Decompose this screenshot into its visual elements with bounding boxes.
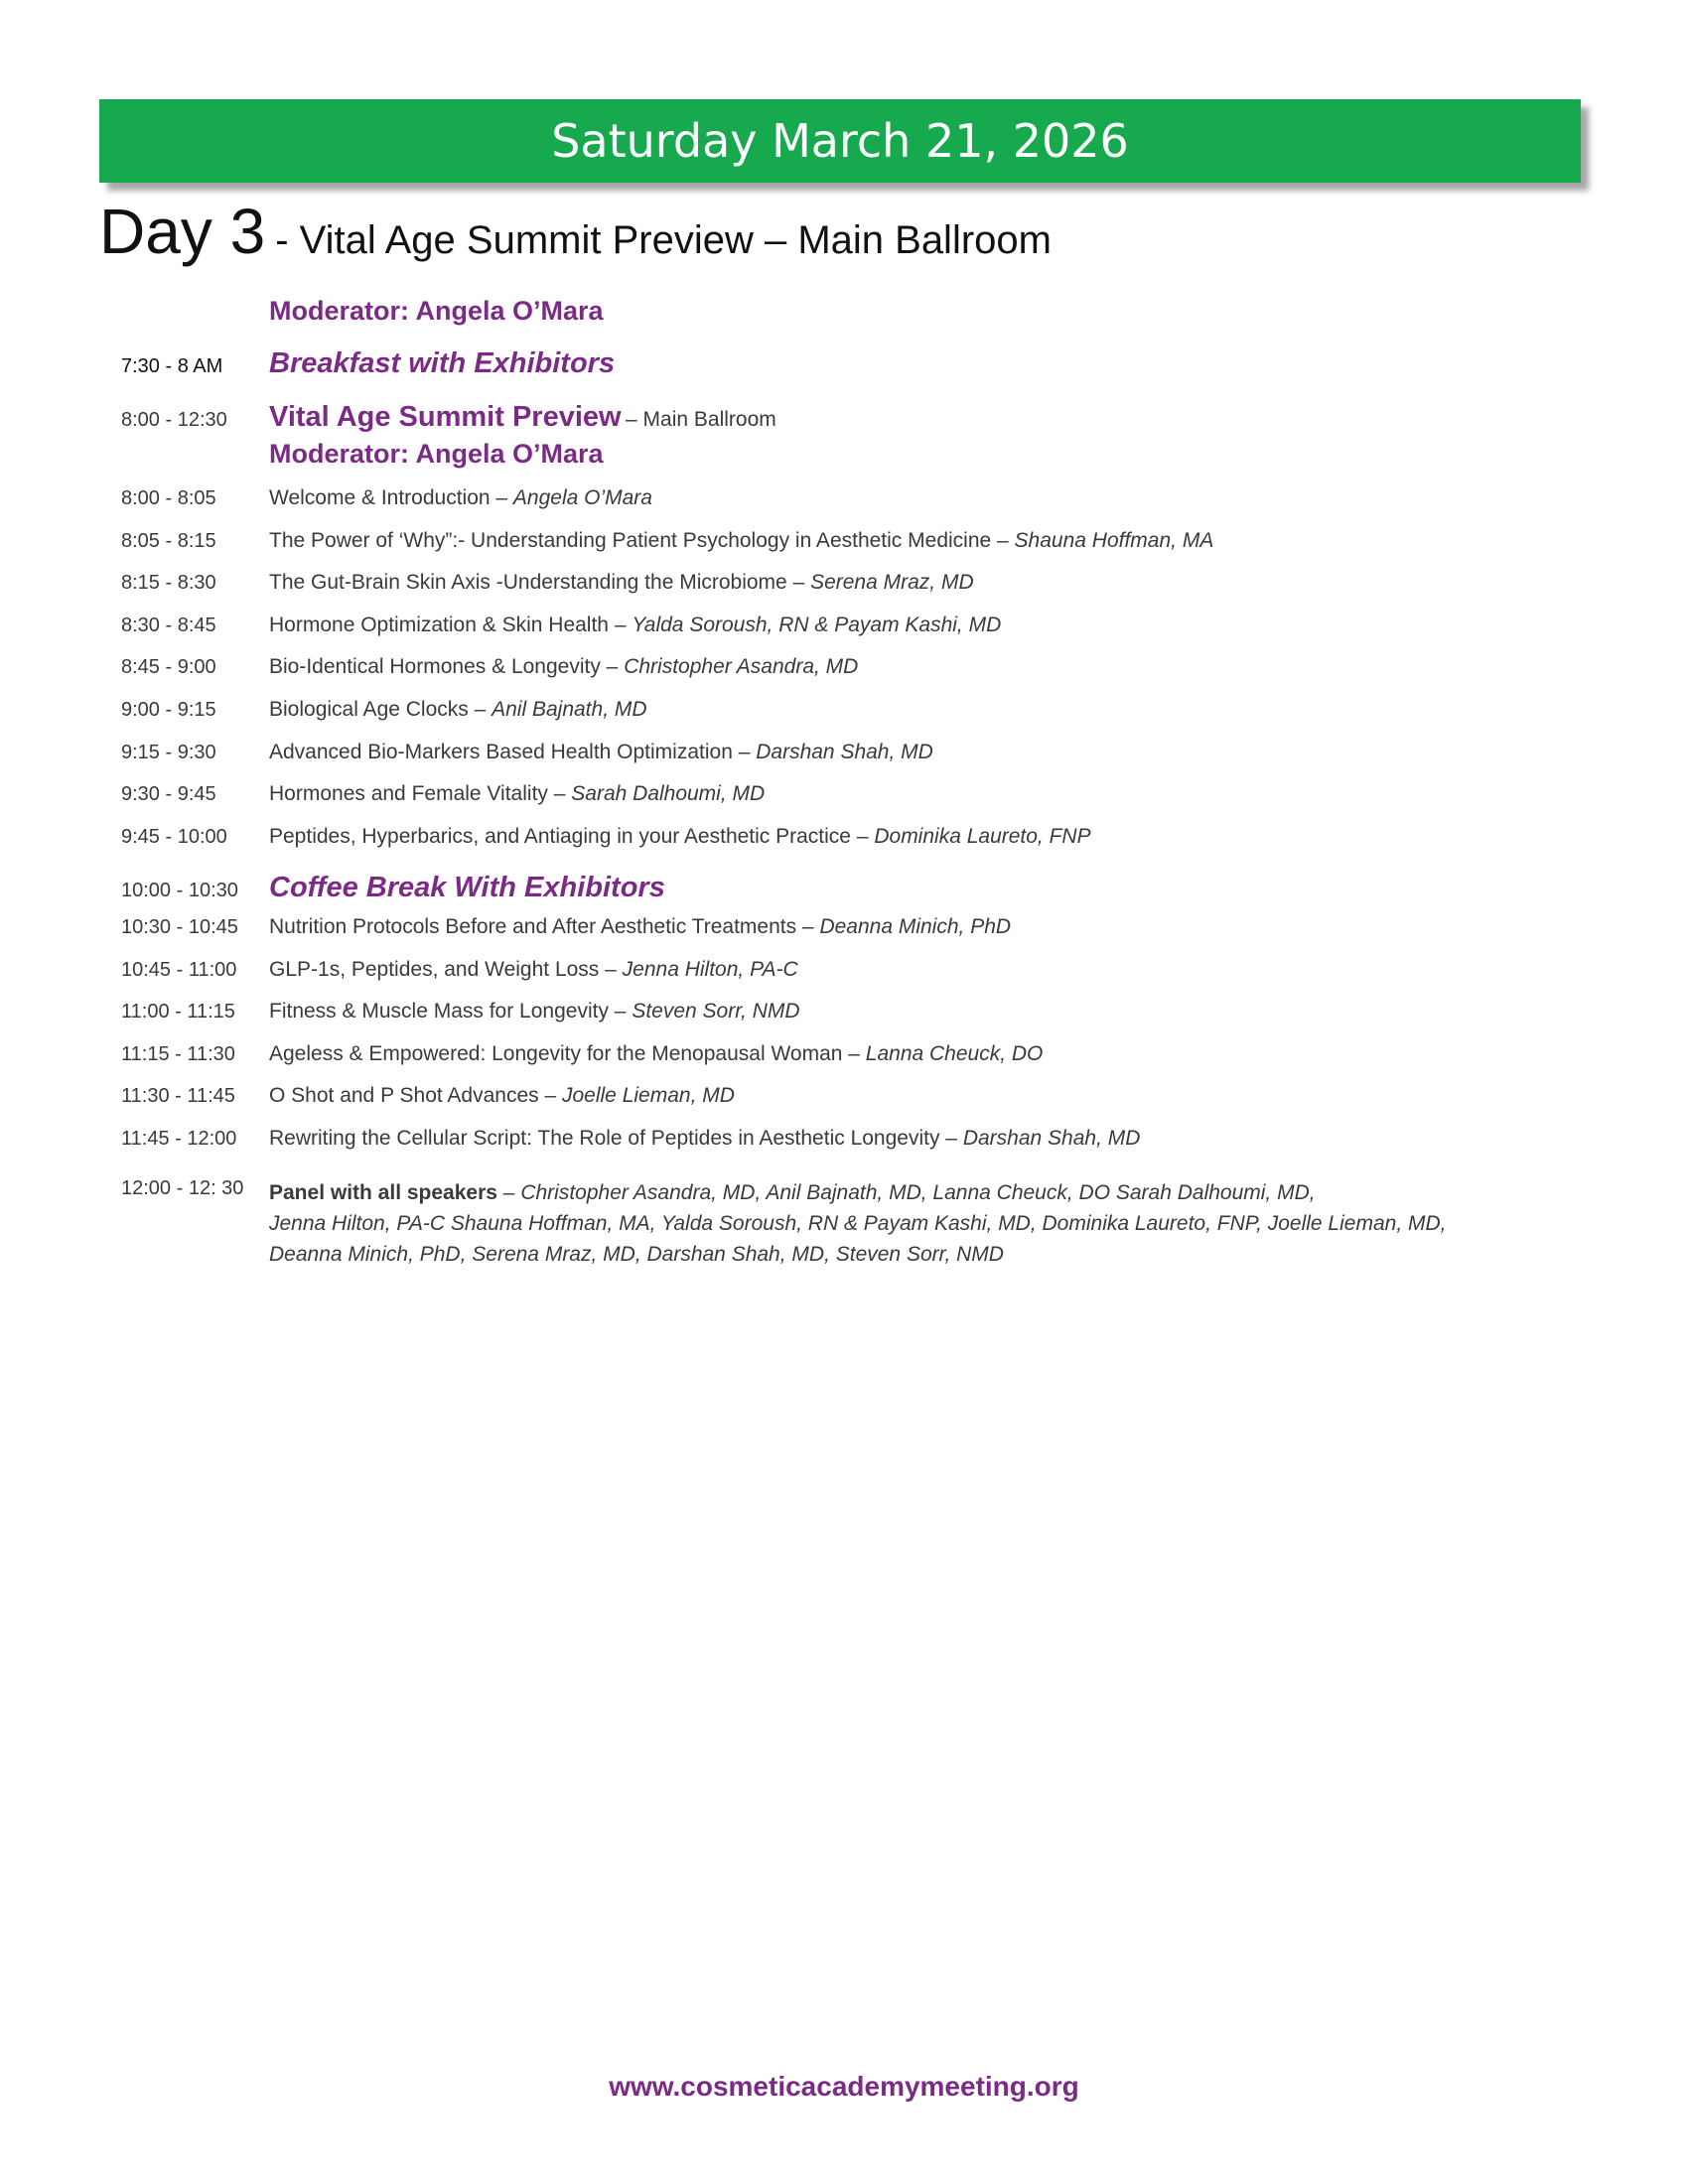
session-title: Biological Age Clocks – bbox=[269, 698, 492, 721]
session-speaker: Joelle Lieman, MD bbox=[561, 1084, 735, 1108]
session-speaker: Jenna Hilton, PA-C bbox=[622, 957, 798, 981]
panel-speakers-3: Deanna Minich, PhD, Serena Mraz, MD, Darshan Shah, MD, Steven Sorr, NMD bbox=[269, 1243, 1004, 1266]
time-label: 11:30 - 11:45 bbox=[121, 1085, 235, 1108]
session-title: The Power of ‘Why”:- Understanding Patient Psychology in Aesthetic Medicine – bbox=[269, 528, 1015, 552]
session-text bbox=[269, 1042, 1043, 1066]
time-label: 12:00 - 12: 30 bbox=[121, 1177, 244, 1199]
session-row bbox=[121, 1127, 1591, 1151]
summit-moderator-row bbox=[121, 439, 1591, 470]
session-row bbox=[121, 1042, 1591, 1066]
time-label: 8:15 - 8:30 bbox=[121, 572, 216, 595]
page-title bbox=[99, 195, 1052, 268]
session-speaker: Steven Sorr, NMD bbox=[632, 1000, 800, 1024]
session-text bbox=[269, 529, 1213, 553]
session-row bbox=[121, 958, 1591, 982]
session-title: The Gut-Brain Skin Axis -Understanding the Microbiome – bbox=[269, 571, 811, 595]
session-speaker: Deanna Minich, PhD bbox=[819, 915, 1012, 938]
time-label: 11:45 - 12:00 bbox=[121, 1128, 237, 1150]
session-title: Hormone Optimization & Skin Health – bbox=[269, 613, 633, 636]
panel-dash: – bbox=[496, 1181, 521, 1204]
session-speaker: Darshan Shah, MD bbox=[962, 1127, 1141, 1150]
session-row bbox=[121, 614, 1591, 637]
session-title: Peptides, Hyperbarics, and Antiaging in your Aesthetic Practice – bbox=[269, 824, 875, 848]
day-subtitle: - Vital Age Summit Preview – Main Ballroom bbox=[275, 218, 1052, 262]
panel-title: Panel with all speakers bbox=[269, 1181, 497, 1204]
session-title: Welcome & Introduction – bbox=[269, 486, 513, 509]
session-row bbox=[121, 655, 1591, 679]
time-label: 8:45 - 9:00 bbox=[121, 656, 216, 679]
time-label: 10:30 - 10:45 bbox=[121, 916, 238, 938]
time-label: 9:30 - 9:45 bbox=[121, 783, 216, 806]
session-title: O Shot and P Shot Advances – bbox=[269, 1084, 562, 1108]
session-row bbox=[121, 486, 1591, 510]
session-title: Fitness & Muscle Mass for Longevity – bbox=[269, 1000, 633, 1024]
panel-block bbox=[269, 1177, 1590, 1270]
session-text bbox=[269, 958, 798, 982]
session-speaker: Darshan Shah, MD bbox=[756, 740, 933, 763]
footer-url[interactable]: www.cosmeticacademymeeting.org bbox=[609, 2071, 1079, 2102]
coffee-title: Coffee Break With Exhibitors bbox=[269, 872, 665, 903]
session-text bbox=[269, 1000, 800, 1024]
time-label: 10:45 - 11:00 bbox=[121, 958, 237, 981]
summit-location: – Main Ballroom bbox=[626, 408, 776, 431]
session-text bbox=[269, 486, 652, 510]
time-label: 8:30 - 8:45 bbox=[121, 614, 216, 636]
panel-line-1 bbox=[269, 1177, 1590, 1208]
session-text bbox=[269, 1127, 1140, 1151]
session-text bbox=[269, 825, 1091, 849]
session-text bbox=[269, 1084, 735, 1108]
session-text bbox=[269, 655, 858, 679]
session-row bbox=[121, 698, 1591, 722]
session-row bbox=[121, 782, 1591, 806]
breakfast-row bbox=[121, 347, 1591, 380]
session-speaker: Yalda Soroush, RN & Payam Kashi, MD bbox=[632, 613, 1002, 636]
time-label: 9:15 - 9:30 bbox=[121, 741, 216, 763]
breakfast-title: Breakfast with Exhibitors bbox=[269, 347, 616, 379]
session-row bbox=[121, 1084, 1591, 1108]
time-label: 9:00 - 9:15 bbox=[121, 699, 216, 721]
session-title: GLP-1s, Peptides, and Weight Loss – bbox=[269, 957, 623, 981]
session-title: Bio-Identical Hormones & Longevity – bbox=[269, 655, 625, 679]
time-label: 9:45 - 10:00 bbox=[121, 825, 227, 848]
session-row bbox=[121, 741, 1591, 764]
panel-speakers-1: Christopher Asandra, MD, Anil Bajnath, MD, Lanna Cheuck, DO Sarah Dalhoumi, MD, bbox=[520, 1181, 1316, 1204]
session-speaker: Lanna Cheuck, DO bbox=[865, 1041, 1044, 1065]
session-speaker: Christopher Asandra, MD bbox=[624, 655, 859, 679]
panel-speakers-2: Jenna Hilton, PA-C Shauna Hoffman, MA, Yalda Soroush, RN & Payam Kashi, MD, Dominika Laureto, FNP, Joelle Lieman, MD, bbox=[269, 1212, 1447, 1235]
summit-row bbox=[121, 401, 1591, 434]
session-title: Rewriting the Cellular Script: The Role of Peptides in Aesthetic Longevity – bbox=[269, 1127, 963, 1150]
summit-title: Vital Age Summit Preview bbox=[269, 401, 622, 433]
time-label: 7:30 - 8 AM bbox=[121, 355, 223, 377]
session-text bbox=[269, 782, 765, 806]
session-speaker: Serena Mraz, MD bbox=[810, 571, 974, 595]
session-row bbox=[121, 915, 1591, 939]
session-row bbox=[121, 529, 1591, 553]
session-speaker: Dominika Laureto, FNP bbox=[874, 824, 1091, 848]
time-label: 8:05 - 8:15 bbox=[121, 529, 216, 552]
session-speaker: Angela O’Mara bbox=[512, 486, 652, 509]
session-row bbox=[121, 571, 1591, 595]
time-label: 8:00 - 8:05 bbox=[121, 487, 216, 509]
session-row bbox=[121, 825, 1591, 849]
date-banner: Saturday March 21, 2026 bbox=[99, 99, 1581, 183]
day-label: Day 3 bbox=[99, 196, 266, 267]
session-text bbox=[269, 915, 1011, 939]
session-title: Nutrition Protocols Before and After Aesthetic Treatments – bbox=[269, 915, 820, 938]
session-title: Hormones and Female Vitality – bbox=[269, 782, 572, 806]
moderator-label: Moderator: Angela O’Mara bbox=[269, 296, 604, 326]
session-text bbox=[269, 614, 1001, 637]
moderator-row bbox=[121, 296, 1591, 327]
time-label: 11:00 - 11:15 bbox=[121, 1001, 235, 1024]
time-label: 11:15 - 11:30 bbox=[121, 1042, 235, 1065]
time-label: 10:00 - 10:30 bbox=[121, 880, 238, 901]
session-speaker: Sarah Dalhoumi, MD bbox=[571, 782, 766, 806]
time-label: 8:00 - 12:30 bbox=[121, 409, 227, 431]
session-speaker: Shauna Hoffman, MA bbox=[1014, 528, 1214, 552]
session-title: Ageless & Empowered: Longevity for the Menopausal Woman – bbox=[269, 1041, 866, 1065]
session-title: Advanced Bio-Markers Based Health Optimization – bbox=[269, 740, 757, 763]
session-text bbox=[269, 571, 974, 595]
session-text bbox=[269, 698, 647, 722]
session-speaker: Anil Bajnath, MD bbox=[492, 698, 647, 721]
session-row bbox=[121, 1000, 1591, 1024]
session-text bbox=[269, 741, 933, 764]
summit-moderator: Moderator: Angela O’Mara bbox=[269, 439, 604, 469]
coffee-row bbox=[121, 872, 1591, 904]
